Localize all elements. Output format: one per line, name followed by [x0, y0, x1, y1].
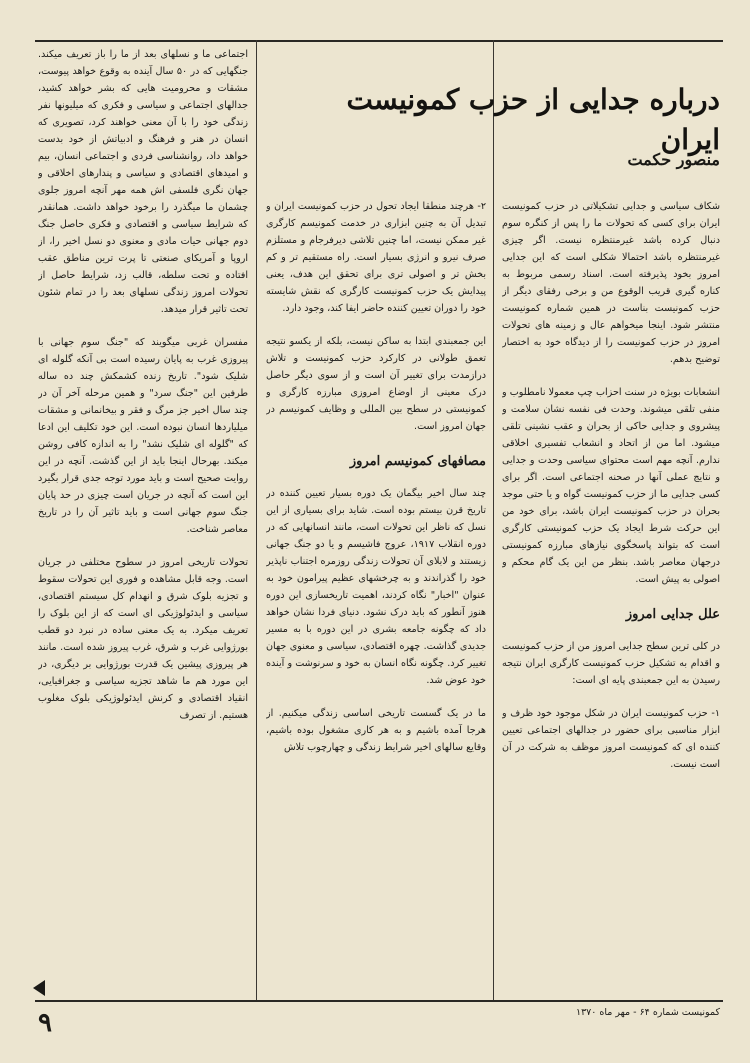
column-divider: [493, 40, 494, 1000]
column-middle: [266, 198, 486, 993]
column-divider: [256, 40, 257, 1000]
top-rule: [35, 40, 723, 42]
column-left: [38, 46, 248, 976]
paragraph: انشعابات بویژه در سنت احزاب چپ معمولا نامطلوب و منفی تلقی میشوند. وحدت فی نفسه نشان سلامت و پیشروی و جدایی حاکی از بحران و عقب نشینی تلقی میشود. اما من از اتحاد و انشعاب تفسیری اخلاقی ندارم. آنچه مهم است محتوای سیاسی وحدت و جدایی و نتایج عملی آنها در صحنه اجتماعی است. اگر برای کسی جدایی ما از حزب کمونیست گواه و یا حتی موجد بحران در حزب کمونیست ایران باشد، برای خود من این حرکت شرط ایجاد یک حزب کمونیستی کارگری است که بتواند پاسخگوی نیازهای مبارزه کمونیستی درجهان معاصر باشد. بنظر من این یک گام محکم و اصولی به پیش است.: [502, 387, 720, 585]
section-heading: علل جدایی امروز: [625, 607, 720, 622]
article-title: درباره جدایی از حزب کمونیست ایران: [346, 83, 720, 156]
bottom-rule: [35, 1000, 723, 1002]
column-right: [502, 198, 720, 993]
paragraph: شکاف سیاسی و جدایی تشکیلاتی در حزب کمونیست ایران برای کسی که تحولات ما را پس از کنگره سوم دنبال کرده باشد غیرمنتظره نیست. اگر چیزی غیرمنتظره باشد احتمالا شکلی است که این جدایی امروز بخود پذیرفته است. اسناد رسمی مربوط به کناره گیری قریب الوقوع من و برخی رفقای دیگر از حزب کمونیست بناست در همین شماره کمونیست منتشر شود. اینجا میخواهم عال و زمینه های تحولات امروز در حزب کمونیست را از دیدگاه خود به اختصار توضیح بدهم.: [502, 201, 720, 365]
paragraph: ۱- حزب کمونیست ایران در شکل موجود خود ظرف و ابزار مناسبی برای حضور در جدالهای اجتماعی تعیین کننده ای که کمونیست امروز موظف به شرکت در آن است نیست.: [502, 708, 720, 770]
paragraph: ۲- هرچند منطقا ایجاد تحول در حزب کمونیست ایران و تبدیل آن به چنین ابزاری در خدمت کمونیسم کارگری غیر ممکن نیست، اما چنین تلاشی دیرفرجام و مستلزم صرف نیرو و انرژی بسیار است. راه مستقیم تر و کم بخش تر و اصولی تری برای تحقق این هدف، یعنی پیدایش یک حزب کمونیست کارگری که نقش شایسته خود را دوران تعیین کننده حاضر ایفا کند، وجود دارد.: [266, 201, 486, 314]
paragraph: مفسران غربی میگویند که "جنگ سوم جهانی با پیروزی غرب به پایان رسیده است بی آنکه گلوله ای شلیک شود". تاریخ زنده کشمکش چند ده ساله طرفین این "جنگ سرد" و همین مرحله آخر آن در چند سال اخیر جز مرگ و فقر و بیخانمانی و مشقات میلیاردها انسان نبوده است. این خود تکلیف این ادعا که "گلوله ای شلیک نشد" را به اندازه کافی روشن میکند. بهرحال اینجا باید از این گذشت. آنچه در این روایت صحیح است و باید مورد توجه جدی قرار بگیرد این است که آنچه در جریان است چیزی در حد پایان جنگ سوم جهانی است و باید تاثیر آن را در تاریخ معاصر شناخت.: [38, 337, 248, 535]
paragraph: ما در یک گسست تاریخی اساسی زندگی میکنیم. از هرجا آمده باشیم و به هر کاری مشغول بوده باشیم، وقایع سالهای اخیر شرایط زندگی و چهارچوب تلاش: [266, 708, 486, 753]
section-heading: مصافهای کمونیسم امروز: [349, 454, 486, 469]
paragraph: این جمعبندی ابتدا به ساکن نیست، بلکه از یکسو نتیجه تعمق طولانی در کارکرد حزب کمونیست و تلاش درازمدت برای تغییر آن است و از سوی دیگر حاصل درک معینی از اوضاع امروزی مبارزه کارگری و کمونیستی در سطح بین المللی و وظایف کمونیسم در جهان امروز است.: [266, 336, 486, 432]
paragraph: چند سال اخیر بیگمان یک دوره بسیار تعیین کننده در تاریخ قرن بیستم بوده است. شاید برای بسیاری از این نسل که ناظر این تحولات است، مانند انسانهایی که در دوره انقلاب ۱۹۱۷، عروج فاشیسم و یا دو جنگ جهانی زیستند و لابلای آن تحولات زندگی روزمره اجتناب ناپذیر خود را گذراندند و به چرخشهای عظیم پیرامون خود به عنوان "اخبار" نگاه کردند، اهمیت تاریخسازی این دوره هنوز آنطور که باید درک نشود. دنیای فردا نشان خواهد داد که چگونه جامعه بشری در این دوره با به مسیر جدیدی گذاشت. چهره اقتصادی، سیاسی و معنوی جهان تغییر کرد. چگونه نگاه انسان به خود و سرنوشت و آینده خود عوض شد.: [266, 488, 486, 686]
continue-arrow-icon: [33, 980, 45, 996]
footer-issue-info: کمونیست شماره ۶۴ - مهر ماه ۱۳۷۰: [575, 1007, 720, 1018]
article-author: منصور حکمت: [627, 150, 720, 169]
paragraph: اجتماعی ما و نسلهای بعد از ما را باز تعریف میکند. جنگهایی که در ۵۰ سال آینده به وقوع خواهد پیوست، مشقات و محرومیت هایی که بشر خواهد کشید، جدالهای اجتماعی و سیاسی و فکری که میلیونها نفر زندگی خود را با آن معنی خواهند کرد، تصویری که انسان در هنر و فرهنگ و ادبیاتش از خود بدست خواهد داد، روانشناسی فردی و اجتماعی انسان، بیم و امیدهای اقتصادی و سیاسی و پندارهای اخلاقی و جهان نگری فلسفی اش همه مهر آنچه امروز جلوی چشمان ما میگذرد را برخود خواهد داشت. همانقدر که شرایط سیاسی و اقتصادی و فکری حاصل جنگ دوم جهانی حیات مادی و معنوی دو نسل اخیر را، از اروپا و آمریکای صنعتی تا پرت ترین مناطق عقب افتاده و تحت سلطه، قالب زد، شرایط حاصل از تحولات امروز زندگی نسلهای بعد را در تمام شئون تحت تاثیر قرار میدهد.: [38, 49, 248, 315]
page-number: ۹: [38, 1008, 52, 1038]
paragraph: تحولات تاریخی امروز در سطوح مختلفی در جریان است. وجه قابل مشاهده و فوری این تحولات سقوط و تجزیه بلوک شرق و انهدام کل سیستم اقتصادی، سیاسی و ایدئولوژیکی ای است که از این بلوک را تعریف میکرد. به یک معنی ساده در نبرد دو قطب بورژوایی غرب و شرق، غرب پیروز شده است. مانند هر پیروزی پیشین یک قدرت بورژوایی بر دیگری، در این مورد هم ما شاهد تجزیه سیاسی و جغرافیایی، انقیاد اقتصادی و کرنش ایدئولوژیکی بلوک مغلوب هستیم. از تصرف: [38, 557, 248, 721]
paragraph: در کلی ترین سطح جدایی امروز من از حزب کمونیست و اقدام به تشکیل حزب کمونیست کارگری ایران نتیجه رسیدن به این جمعبندی پایه ای است:: [502, 641, 720, 686]
